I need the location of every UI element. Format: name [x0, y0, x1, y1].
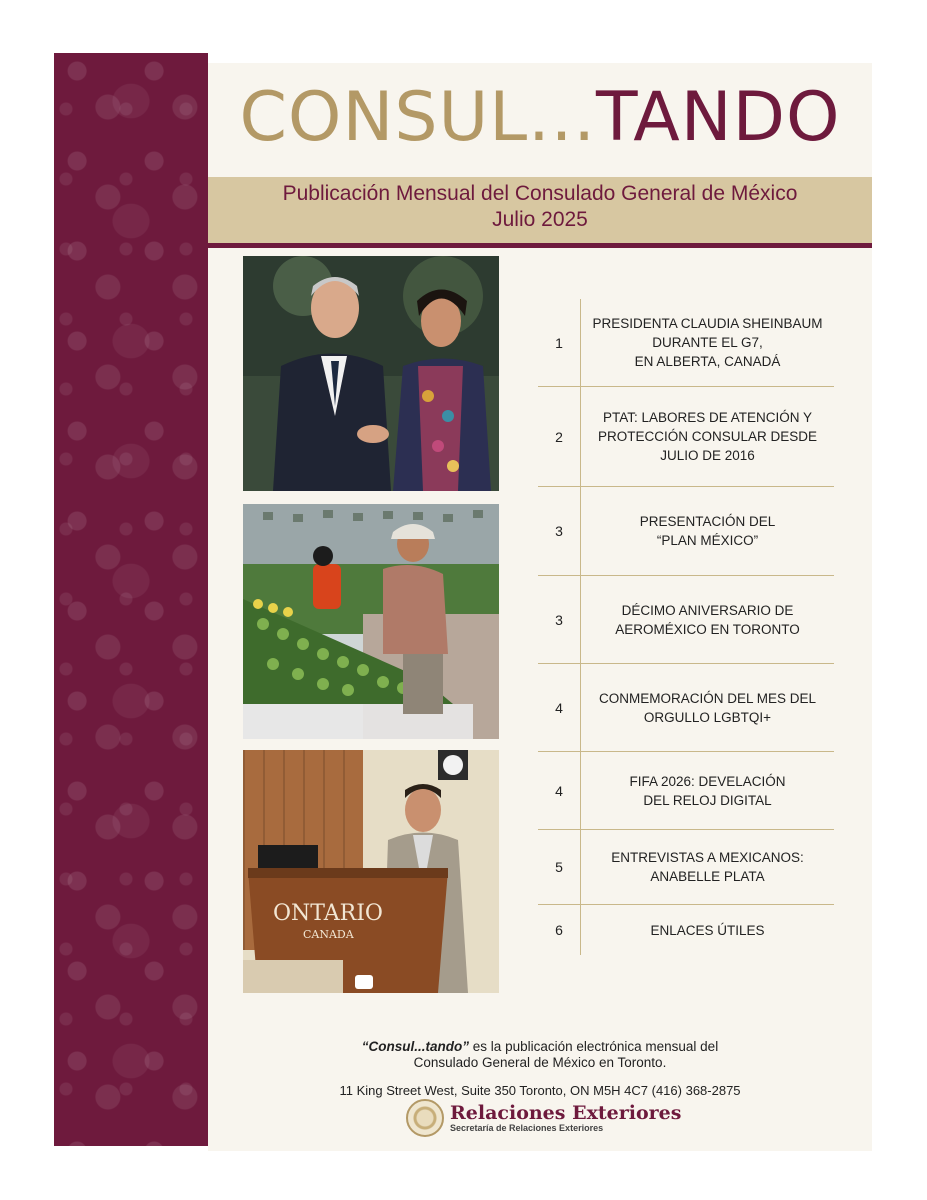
toc-page-number: 1 — [538, 299, 581, 386]
subtitle-band — [208, 177, 872, 248]
masthead-title-part2: TANDO — [596, 78, 841, 157]
toc-item[interactable] — [538, 752, 834, 830]
toc-item[interactable] — [538, 299, 834, 387]
toc-item[interactable] — [538, 576, 834, 664]
newsletter-cover — [208, 63, 872, 1151]
toc-page-number: 4 — [538, 752, 581, 829]
photo-leaders-handshake — [243, 256, 499, 491]
toc-item[interactable] — [538, 830, 834, 905]
table-of-contents — [538, 299, 834, 955]
footer-address: 11 King Street West, Suite 350 Toronto, ON M5H 4C7 (416) 368-2875 — [339, 1083, 741, 1098]
logo-name: Relaciones Exteriores — [450, 1102, 682, 1124]
sre-logo — [406, 1099, 681, 1137]
national-seal-icon — [406, 1099, 444, 1137]
toc-page-number: 3 — [538, 576, 581, 663]
masthead-title — [208, 73, 872, 163]
toc-title: PRESIDENTA CLAUDIA SHEINBAUM DURANTE EL G7, EN ALBERTA, CANADÁ — [592, 316, 823, 369]
toc-page-number: 5 — [538, 830, 581, 904]
podium-canada-text: CANADA — [303, 928, 354, 941]
footer-publication-name: “Consul...tando” — [361, 1039, 470, 1054]
podium-ontario-text: ONTARIO — [273, 901, 383, 926]
photo-greenhouse-workers — [243, 504, 499, 739]
subtitle-publication: Publicación Mensual del Consulado General de México — [282, 182, 798, 205]
toc-item[interactable] — [538, 664, 834, 752]
toc-page-number: 2 — [538, 387, 581, 486]
toc-page-number: 4 — [538, 664, 581, 751]
toc-title: ENTREVISTAS A MEXICANOS: ANABELLE PLATA — [611, 850, 804, 884]
toc-item[interactable] — [538, 387, 834, 487]
footer-description — [208, 1039, 872, 1071]
toc-title: CONMEMORACIÓN DEL MES DEL ORGULLO LGBTQI+ — [598, 690, 817, 725]
logo-subtitle: Secretaría de Relaciones Exteriores — [450, 1123, 604, 1133]
toc-title: PRESENTACIÓN DEL “PLAN MÉXICO” — [639, 514, 776, 548]
toc-item[interactable] — [538, 487, 834, 576]
toc-title: PTAT: LABORES DE ATENCIÓN Y PROTECCIÓN CONSULAR DESDE JULIO DE 2016 — [597, 410, 818, 463]
masthead-title-part1: CONSUL... — [239, 78, 596, 157]
photo-speaker-podium — [243, 750, 499, 993]
toc-item[interactable] — [538, 905, 834, 955]
toc-page-number: 6 — [538, 905, 581, 955]
footer-description-rest: es la publicación electrónica mensual del — [469, 1039, 719, 1054]
subtitle-date: Julio 2025 — [492, 208, 588, 231]
toc-title: FIFA 2026: DEVELACIÓN DEL RELOJ DIGITAL — [629, 773, 786, 808]
footer — [208, 1039, 872, 1098]
toc-page-number: 3 — [538, 487, 581, 575]
toc-title: ENLACES ÚTILES — [650, 922, 765, 938]
toc-title: DÉCIMO ANIVERSARIO DE AEROMÉXICO EN TORONTO — [615, 602, 800, 637]
footer-description-line2: Consulado General de México en Toronto. — [413, 1055, 667, 1070]
decorative-floral-sidebar — [54, 53, 208, 1146]
